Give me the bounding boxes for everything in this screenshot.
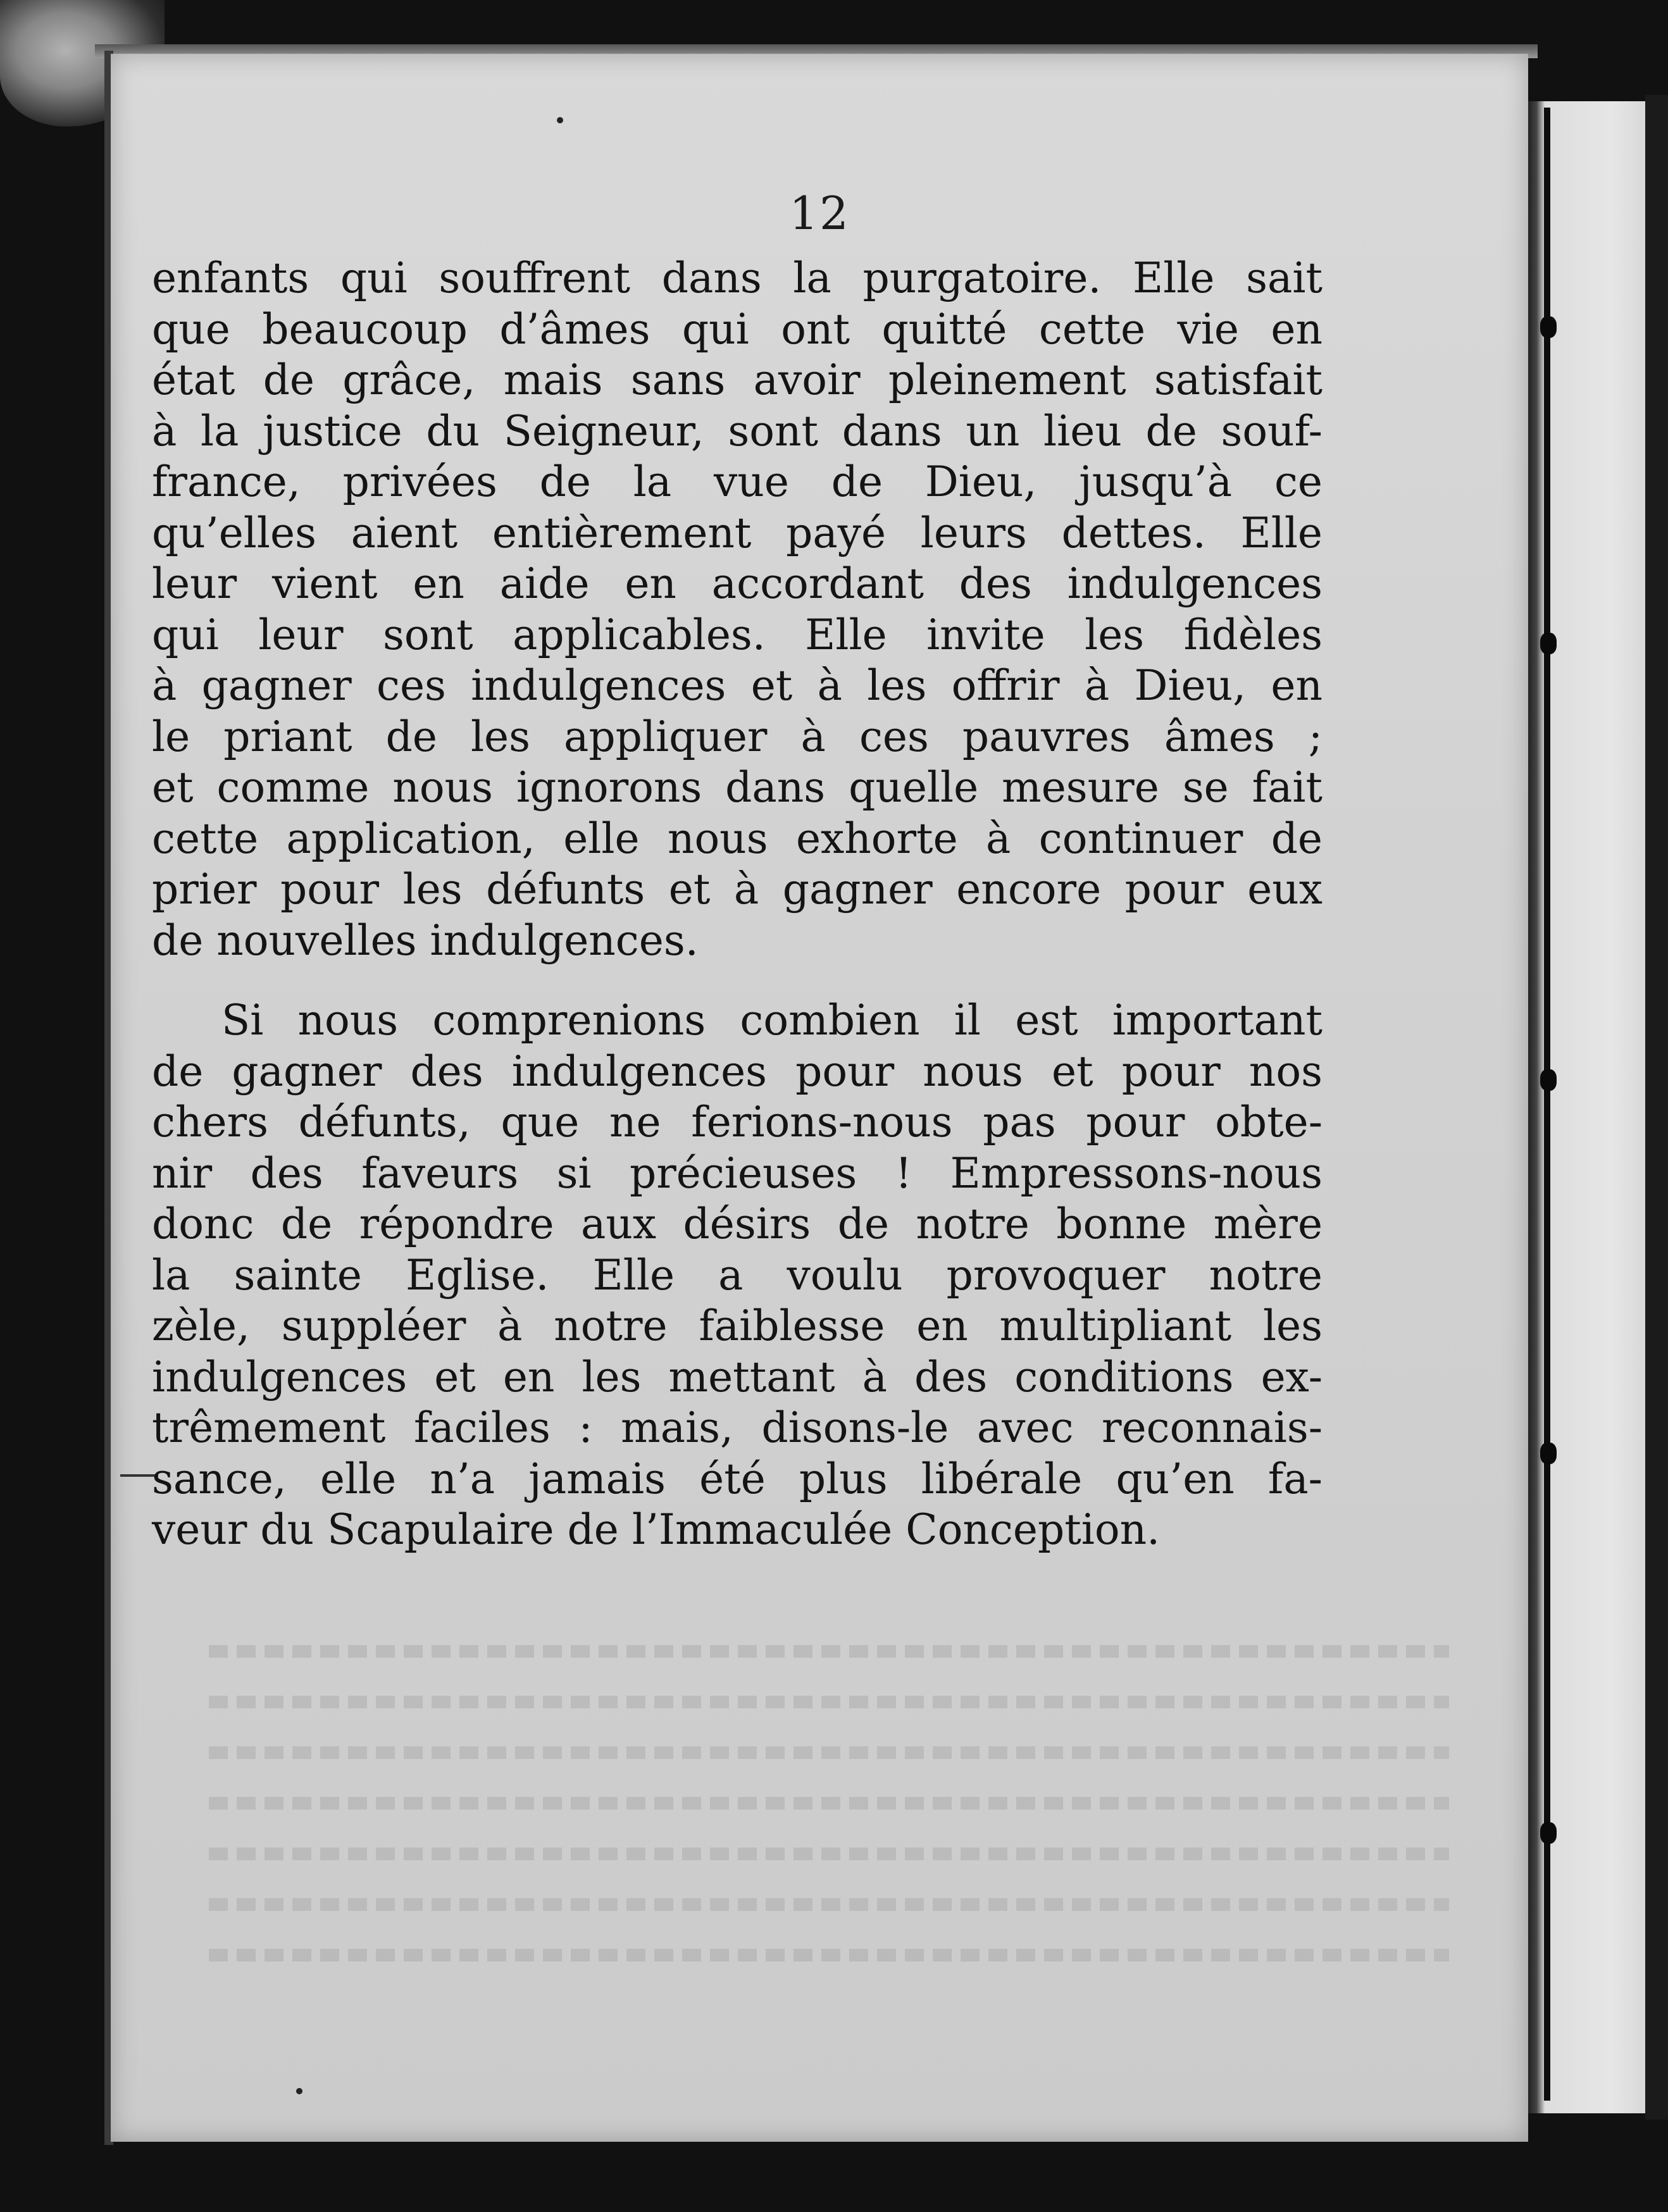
text-line: leur vient en aide en accordant des indulgences — [152, 559, 1323, 608]
page-number: 12 — [789, 187, 850, 240]
text-line: sance, elle n’a jamais été plus libérale qu’en fa- — [152, 1454, 1323, 1503]
bleed-through-text — [209, 1696, 1449, 1708]
text-line: indulgences et en les mettant à des conditions ex- — [152, 1352, 1323, 1401]
bleed-through-text — [209, 1949, 1449, 1961]
text-line: cette application, elle nous exhorte à continuer de — [152, 814, 1323, 863]
text-line: état de grâce, mais sans avoir pleinement satisfait — [152, 356, 1323, 404]
text-line: donc de répondre aux désirs de notre bonne mère — [152, 1200, 1323, 1248]
bleed-through-text — [209, 1746, 1449, 1759]
scan-right-border — [1645, 95, 1668, 2120]
text-line: trêmement faciles : mais, disons-le avec reconnais- — [152, 1403, 1323, 1452]
text-line: à la justice du Seigneur, sont dans un lieu de souf- — [152, 406, 1323, 456]
text-line: qu’elles aient entièrement payé leurs dettes. Elle — [152, 508, 1323, 557]
text-line: veur du Scapulaire de l’Immaculée Conception. — [152, 1505, 1161, 1554]
bleed-through-text — [209, 1848, 1449, 1860]
text-line: et comme nous ignorons dans quelle mesure se fait — [152, 763, 1323, 812]
text-line: à gagner ces indulgences et à les offrir à Dieu, en — [152, 661, 1323, 710]
text-line: nir des faveurs si précieuses ! Empressons-nous — [152, 1148, 1323, 1198]
binding-knot — [1540, 1069, 1557, 1091]
text-line: de gagner des indulgences pour nous et pour nos — [152, 1047, 1323, 1096]
text-line: de nouvelles indulgences. — [152, 916, 699, 965]
binding-knot — [1540, 1443, 1557, 1464]
body-text — [152, 253, 1323, 1556]
paragraph-gap — [152, 966, 1323, 995]
text-line: que beaucoup d’âmes qui ont quitté cette vie en — [152, 304, 1323, 354]
text-line: qui leur sont applicables. Elle invite les fidèles — [152, 610, 1323, 659]
text-line: france, privées de la vue de Dieu, jusqu’à ce — [152, 457, 1323, 506]
binding-knot — [1540, 1822, 1557, 1844]
speck — [296, 2088, 302, 2094]
binding-knot — [1540, 316, 1557, 338]
text-line: la sainte Eglise. Elle a voulu provoquer notre — [152, 1250, 1323, 1300]
bleed-through-text — [209, 1797, 1449, 1810]
text-line: prier pour les défunts et à gagner encore pour eux — [152, 865, 1323, 914]
text-line: chers défunts, que ne ferions-nous pas pour obte- — [152, 1098, 1323, 1146]
bleed-through-text — [209, 1898, 1449, 1911]
text-line: le priant de les appliquer à ces pauvres âmes ; — [152, 712, 1323, 761]
text-line: enfants qui souffrent dans la purgatoire. Elle sait — [152, 254, 1323, 302]
paragraph-1 — [152, 253, 1323, 966]
bleed-through-text — [209, 1645, 1449, 1658]
text-line: zèle, suppléer à notre faiblesse en multipliant les — [152, 1302, 1323, 1350]
speck — [557, 117, 563, 123]
binding-knot — [1540, 633, 1557, 654]
binding-thread — [1544, 108, 1550, 2101]
paragraph-2 — [152, 995, 1323, 1556]
text-line: Si nous comprenions combien il est important — [221, 996, 1323, 1045]
